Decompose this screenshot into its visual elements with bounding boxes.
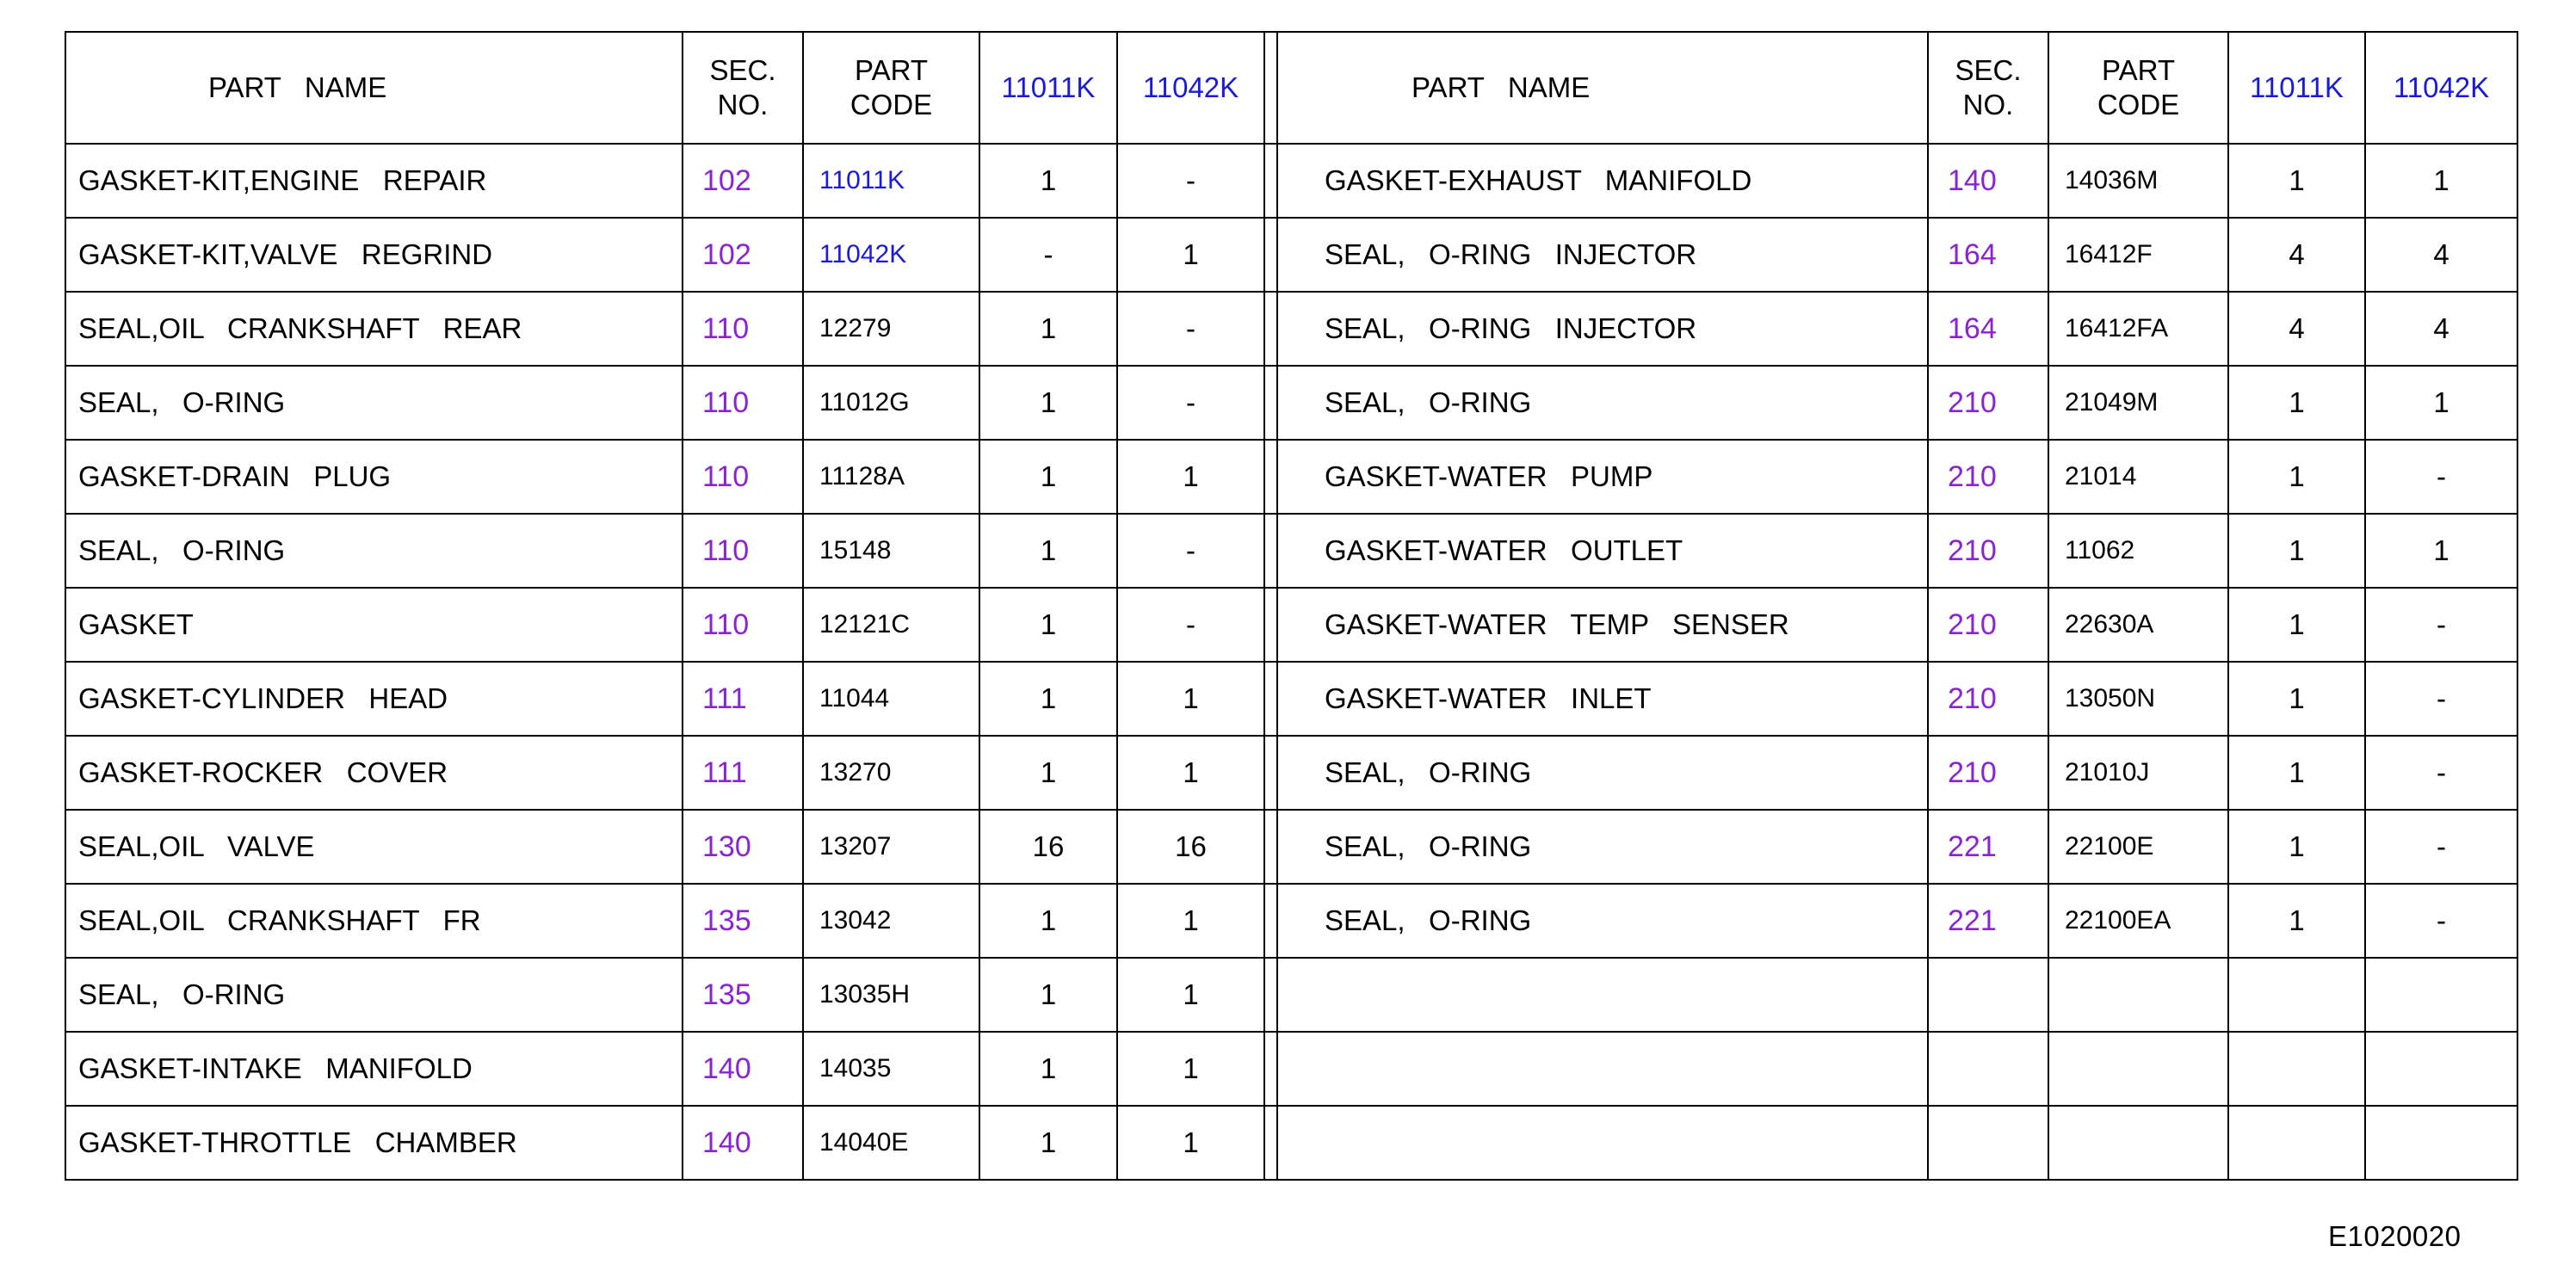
part-name-cell-right: SEAL, O-RING INJECTOR	[1277, 218, 1928, 292]
qty-11042k-cell: 16	[1117, 810, 1264, 884]
qty-11011k-cell-right: 1	[2228, 884, 2365, 958]
qty-11042k-cell-right: 1	[2365, 366, 2517, 440]
part-code-cell-right: 22100EA	[2048, 884, 2228, 958]
qty-11042k-cell: 1	[1117, 218, 1264, 292]
qty-11042k-cell-right: -	[2365, 662, 2517, 736]
table-row	[65, 662, 2517, 736]
column-divider	[1264, 958, 1277, 1032]
qty-11011k-cell: 1	[979, 292, 1117, 366]
part-name-cell: GASKET-ROCKER COVER	[65, 736, 683, 810]
part-name-cell-right: SEAL, O-RING	[1277, 366, 1928, 440]
sec-no-cell: 110	[683, 514, 803, 588]
qty-11042k-cell-right: -	[2365, 810, 2517, 884]
sec-no-cell: 110	[683, 588, 803, 662]
part-name-cell: SEAL, O-RING	[65, 366, 683, 440]
column-divider	[1264, 440, 1277, 514]
header-kit-11011k-right: 11011K	[2228, 32, 2365, 144]
part-name-cell: GASKET-INTAKE MANIFOLD	[65, 1032, 683, 1106]
sec-no-cell: 135	[683, 884, 803, 958]
sec-no-cell: 111	[683, 736, 803, 810]
header-part-name: PART NAME	[65, 32, 683, 144]
part-code-cell-right: 16412F	[2048, 218, 2228, 292]
sec-no-cell: 102	[683, 218, 803, 292]
column-divider	[1264, 662, 1277, 736]
table-row	[65, 218, 2517, 292]
header-kit-11042k: 11042K	[1117, 32, 1264, 144]
qty-11042k-cell-right: -	[2365, 884, 2517, 958]
qty-11042k-cell-right	[2365, 1032, 2517, 1106]
column-divider	[1264, 1106, 1277, 1180]
sec-no-cell-right: 210	[1928, 588, 2048, 662]
table-row	[65, 144, 2517, 218]
qty-11011k-cell-right: 4	[2228, 218, 2365, 292]
header-kit-11042k-right: 11042K	[2365, 32, 2517, 144]
sec-no-cell-right: 210	[1928, 736, 2048, 810]
part-name-cell-right	[1277, 1106, 1928, 1180]
part-name-cell-right: GASKET-WATER TEMP SENSER	[1277, 588, 1928, 662]
table-body	[65, 32, 2517, 1180]
qty-11011k-cell: 1	[979, 1106, 1117, 1180]
sec-no-cell-right: 164	[1928, 292, 2048, 366]
qty-11042k-cell-right: -	[2365, 440, 2517, 514]
part-name-cell: SEAL,OIL VALVE	[65, 810, 683, 884]
header-part-code-right: PART CODE	[2048, 32, 2228, 144]
part-code-cell: 14035	[803, 1032, 979, 1106]
part-name-cell-right: SEAL, O-RING	[1277, 736, 1928, 810]
sec-no-cell-right: 221	[1928, 810, 2048, 884]
sec-no-cell-right: 210	[1928, 366, 2048, 440]
header-part-name-right: PART NAME	[1277, 32, 1928, 144]
sec-no-cell: 130	[683, 810, 803, 884]
part-code-cell-right: 21010J	[2048, 736, 2228, 810]
part-code-cell: 13207	[803, 810, 979, 884]
column-divider	[1264, 144, 1277, 218]
sec-no-cell: 110	[683, 366, 803, 440]
part-code-cell-right: 16412FA	[2048, 292, 2228, 366]
sec-no-cell-right: 164	[1928, 218, 2048, 292]
part-name-cell: GASKET-KIT,VALVE REGRIND	[65, 218, 683, 292]
table-row	[65, 810, 2517, 884]
qty-11042k-cell: 1	[1117, 662, 1264, 736]
sec-no-cell: 140	[683, 1032, 803, 1106]
part-name-cell: GASKET-KIT,ENGINE REPAIR	[65, 144, 683, 218]
part-code-cell: 14040E	[803, 1106, 979, 1180]
part-code-cell-right: 21014	[2048, 440, 2228, 514]
sec-no-cell-right: 221	[1928, 884, 2048, 958]
part-code-cell-right: 13050N	[2048, 662, 2228, 736]
part-code-cell-right	[2048, 1032, 2228, 1106]
qty-11011k-cell-right: 1	[2228, 514, 2365, 588]
column-divider	[1264, 366, 1277, 440]
column-divider	[1264, 736, 1277, 810]
sec-no-cell: 111	[683, 662, 803, 736]
part-code-cell: 13270	[803, 736, 979, 810]
part-name-cell: SEAL,OIL CRANKSHAFT REAR	[65, 292, 683, 366]
qty-11011k-cell: 16	[979, 810, 1117, 884]
qty-11011k-cell-right: 1	[2228, 736, 2365, 810]
sec-no-cell-right	[1928, 1106, 2048, 1180]
header-sec-no: SEC. NO.	[683, 32, 803, 144]
sec-no-cell-right: 140	[1928, 144, 2048, 218]
part-code-cell-right: 11062	[2048, 514, 2228, 588]
qty-11042k-cell: 1	[1117, 736, 1264, 810]
table-row	[65, 958, 2517, 1032]
qty-11011k-cell: 1	[979, 514, 1117, 588]
table-row	[65, 440, 2517, 514]
qty-11042k-cell: 1	[1117, 884, 1264, 958]
table-row	[65, 1106, 2517, 1180]
sec-no-cell-right: 210	[1928, 440, 2048, 514]
qty-11011k-cell: 1	[979, 884, 1117, 958]
qty-11042k-cell: 1	[1117, 1032, 1264, 1106]
part-code-cell: 11128A	[803, 440, 979, 514]
part-code-cell-right	[2048, 958, 2228, 1032]
sec-no-cell-right	[1928, 1032, 2048, 1106]
sec-no-cell-right	[1928, 958, 2048, 1032]
table-row	[65, 588, 2517, 662]
qty-11042k-cell-right: -	[2365, 736, 2517, 810]
part-code-cell: 11011K	[803, 144, 979, 218]
qty-11042k-cell: -	[1117, 366, 1264, 440]
part-code-cell-right: 22630A	[2048, 588, 2228, 662]
part-code-cell-right: 22100E	[2048, 810, 2228, 884]
table-row	[65, 884, 2517, 958]
table-row	[65, 366, 2517, 440]
part-name-cell: GASKET-THROTTLE CHAMBER	[65, 1106, 683, 1180]
qty-11011k-cell: 1	[979, 958, 1117, 1032]
qty-11042k-cell-right: 1	[2365, 144, 2517, 218]
qty-11011k-cell-right	[2228, 958, 2365, 1032]
qty-11011k-cell: -	[979, 218, 1117, 292]
part-name-cell-right: SEAL, O-RING INJECTOR	[1277, 292, 1928, 366]
qty-11011k-cell: 1	[979, 440, 1117, 514]
part-name-cell: SEAL, O-RING	[65, 514, 683, 588]
qty-11042k-cell-right	[2365, 1106, 2517, 1180]
parts-table	[65, 31, 2518, 1181]
column-divider	[1264, 884, 1277, 958]
part-code-cell-right: 14036M	[2048, 144, 2228, 218]
qty-11011k-cell-right: 1	[2228, 662, 2365, 736]
part-name-cell: GASKET	[65, 588, 683, 662]
part-name-cell-right: GASKET-WATER INLET	[1277, 662, 1928, 736]
part-code-cell: 12121C	[803, 588, 979, 662]
column-divider	[1264, 588, 1277, 662]
table-row	[65, 736, 2517, 810]
column-divider	[1264, 292, 1277, 366]
sec-no-cell: 110	[683, 292, 803, 366]
qty-11011k-cell-right	[2228, 1106, 2365, 1180]
qty-11042k-cell: 1	[1117, 440, 1264, 514]
column-divider	[1264, 218, 1277, 292]
qty-11042k-cell: -	[1117, 144, 1264, 218]
qty-11011k-cell-right	[2228, 1032, 2365, 1106]
part-code-cell: 11044	[803, 662, 979, 736]
part-code-cell: 15148	[803, 514, 979, 588]
qty-11042k-cell: -	[1117, 588, 1264, 662]
part-name-cell: GASKET-CYLINDER HEAD	[65, 662, 683, 736]
qty-11011k-cell-right: 1	[2228, 440, 2365, 514]
sec-no-cell: 102	[683, 144, 803, 218]
part-name-cell: SEAL, O-RING	[65, 958, 683, 1032]
qty-11011k-cell-right: 1	[2228, 588, 2365, 662]
part-name-cell-right: GASKET-WATER PUMP	[1277, 440, 1928, 514]
qty-11011k-cell-right: 1	[2228, 144, 2365, 218]
qty-11042k-cell-right	[2365, 958, 2517, 1032]
qty-11011k-cell: 1	[979, 1032, 1117, 1106]
part-code-cell: 13035H	[803, 958, 979, 1032]
part-name-cell-right: GASKET-EXHAUST MANIFOLD	[1277, 144, 1928, 218]
part-code-cell-right	[2048, 1106, 2228, 1180]
header-row	[65, 32, 2517, 144]
column-divider	[1264, 1032, 1277, 1106]
qty-11042k-cell-right: 4	[2365, 218, 2517, 292]
qty-11042k-cell: -	[1117, 292, 1264, 366]
sec-no-cell: 140	[683, 1106, 803, 1180]
qty-11042k-cell: 1	[1117, 958, 1264, 1032]
column-divider	[1264, 810, 1277, 884]
part-code-cell: 11012G	[803, 366, 979, 440]
qty-11011k-cell: 1	[979, 736, 1117, 810]
sec-no-cell: 135	[683, 958, 803, 1032]
qty-11011k-cell: 1	[979, 144, 1117, 218]
part-name-cell-right: GASKET-WATER OUTLET	[1277, 514, 1928, 588]
table-row	[65, 514, 2517, 588]
header-kit-11011k: 11011K	[979, 32, 1117, 144]
column-divider	[1264, 32, 1277, 144]
document-id: E1020020	[2328, 1220, 2462, 1252]
header-sec-no-right: SEC. NO.	[1928, 32, 2048, 144]
column-divider	[1264, 514, 1277, 588]
qty-11011k-cell-right: 1	[2228, 366, 2365, 440]
qty-11011k-cell-right: 1	[2228, 810, 2365, 884]
qty-11042k-cell-right: 4	[2365, 292, 2517, 366]
qty-11042k-cell: -	[1117, 514, 1264, 588]
qty-11011k-cell: 1	[979, 588, 1117, 662]
qty-11011k-cell-right: 4	[2228, 292, 2365, 366]
part-name-cell: GASKET-DRAIN PLUG	[65, 440, 683, 514]
qty-11042k-cell: 1	[1117, 1106, 1264, 1180]
qty-11042k-cell-right: -	[2365, 588, 2517, 662]
sec-no-cell: 110	[683, 440, 803, 514]
part-name-cell-right: SEAL, O-RING	[1277, 884, 1928, 958]
part-name-cell: SEAL,OIL CRANKSHAFT FR	[65, 884, 683, 958]
qty-11042k-cell-right: 1	[2365, 514, 2517, 588]
qty-11011k-cell: 1	[979, 366, 1117, 440]
header-part-code: PART CODE	[803, 32, 979, 144]
part-code-cell-right: 21049M	[2048, 366, 2228, 440]
part-name-cell-right	[1277, 958, 1928, 1032]
part-code-cell: 11042K	[803, 218, 979, 292]
sec-no-cell-right: 210	[1928, 514, 2048, 588]
table-row	[65, 292, 2517, 366]
qty-11011k-cell: 1	[979, 662, 1117, 736]
part-code-cell: 12279	[803, 292, 979, 366]
part-code-cell: 13042	[803, 884, 979, 958]
part-name-cell-right: SEAL, O-RING	[1277, 810, 1928, 884]
part-name-cell-right	[1277, 1032, 1928, 1106]
sec-no-cell-right: 210	[1928, 662, 2048, 736]
table-row	[65, 1032, 2517, 1106]
